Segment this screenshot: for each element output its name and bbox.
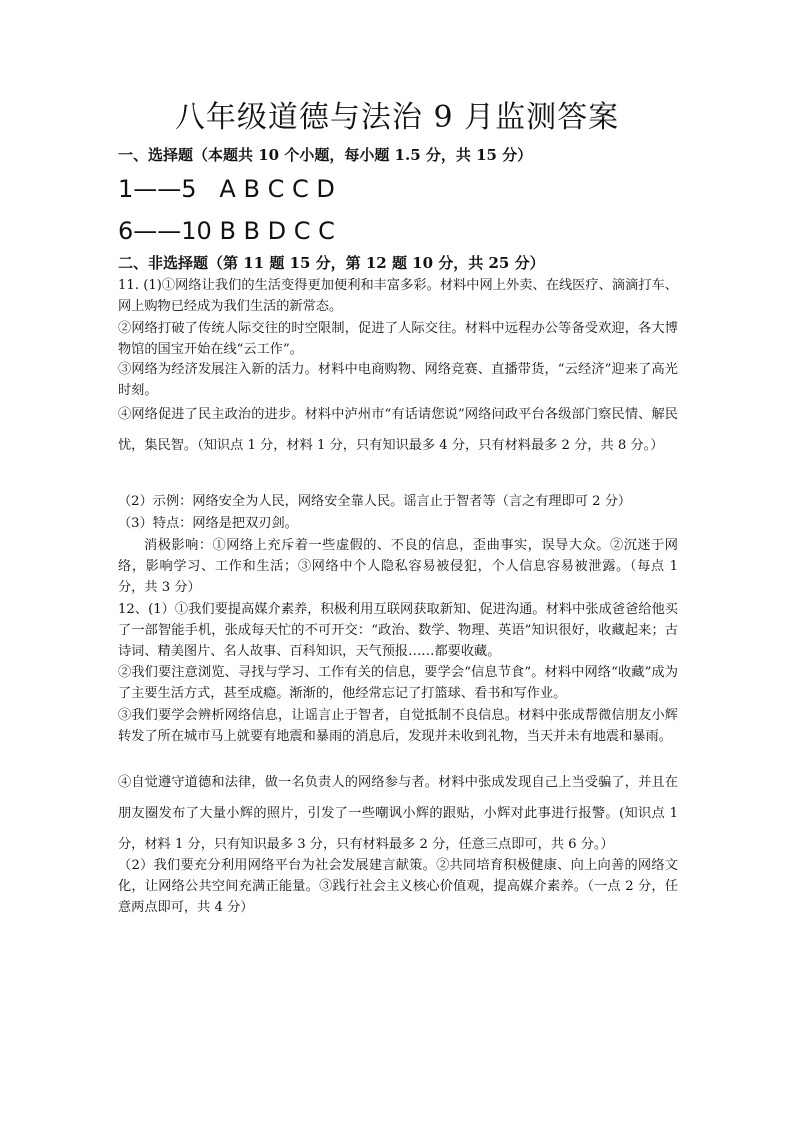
- q11-point-3: ③网络为经济发展注入新的活力。材料中电商购物、网络竞赛、直播带货，“云经济”迎来了高光时刻。: [118, 362, 678, 398]
- q12-point-2: ②我们要注意浏览、寻找与学习、工作有关的信息，要学会“信息节食”。材料中网络“收藏”成为了主要生活方式，甚至成瘾。渐渐的，他经常忘记了打篮球、看书和写作业。: [118, 665, 678, 701]
- q11-part-3: （3）特点：网络是把双刃剑。: [118, 516, 298, 531]
- section-2-heading: 二、非选择题（第 11 题 15 分，第 12 题 10 分，共 25 分）: [118, 254, 545, 272]
- q11-negative-effects: 消极影响：①网络上充斥着一些虚假的、不良的信息，歪曲事实，误导大众。②沉迷于网络，影响学习、工作和生活；③网络中个人隐私容易被侵犯，个人信息容易被泄露。（每点 1 分，共 3 分）: [118, 538, 678, 595]
- q11-part-2: （2）示例：网络安全为人民，网络安全靠人民。谣言止于智者等（言之有理即可 2 分）: [118, 494, 632, 509]
- q12-point-3: ③我们要学会辨析网络信息，让谣言止于智者，自觉抵制不良信息。材料中张成帮微信朋友小辉转发了所在城市马上就要有地震和暴雨的消息后，发现并未收到礼物，当天并未有地震和暴雨。: [118, 708, 678, 744]
- q11-point-4: ④网络促进了民主政治的进步。材料中泸州市“有话请您说”网络问政平台各级部门察民情、解民忧，集民智。（知识点 1 分，材料 1 分，只有知识最多 4 分，只有材料最多 2 分，共 8 分。）: [118, 407, 678, 453]
- q11-point-2: ②网络打破了传统人际交往的时空限制，促进了人际交往。材料中远程办公等备受欢迎，各大博物馆的国宝开始在线“云工作”。: [118, 321, 678, 357]
- document-title: 八年级道德与法治 9 月监测答案: [174, 100, 620, 135]
- q12-point-4: ④自觉遵守道德和法律，做一名负责人的网络参与者。材料中张成发现自己上当受骗了，并且在朋友圈发布了大量小辉的照片，引发了一些嘲讽小辉的跟贴，小辉对此事进行报警。(知识点 1 分，材料 1 分，只有知识最多 3 分，只有材料最多 2 分，任意三点即可，共 6 分。）: [118, 775, 678, 852]
- answers-row-1-5: 1——5 A B C C D: [118, 175, 335, 203]
- q12-part-2: （2）我们要充分利用网络平台为社会发展建言献策。②共同培育积极健康、向上向善的网络文化，让网络公共空间充满正能量。③践行社会主义核心价值观，提高媒介素养。（一点 2 分，任意两点即可，共 4 分）: [118, 858, 678, 915]
- q11-point-1: 11. (1)①网络让我们的生活变得更加便利和丰富多彩。材料中网上外卖、在线医疗、滴滴打车、网上购物已经成为我们生活的新常态。: [118, 278, 678, 314]
- section-1-heading: 一、选择题（本题共 10 个小题，每小题 1.5 分，共 15 分）: [118, 146, 533, 164]
- answers-row-6-10: 6——10 B B D C C: [118, 217, 335, 245]
- q12-point-1: 12、(1）①我们要提高媒介素养，积极利用互联网获取新知、促进沟通。材料中张成爸爸给他买了一部智能手机，张成每天忙的不可开交：“政治、数学、物理、英语”知识很好，收藏起来；古诗词、精美图片、名人故事、百科知识，天气预报……都要收藏。: [118, 602, 678, 659]
